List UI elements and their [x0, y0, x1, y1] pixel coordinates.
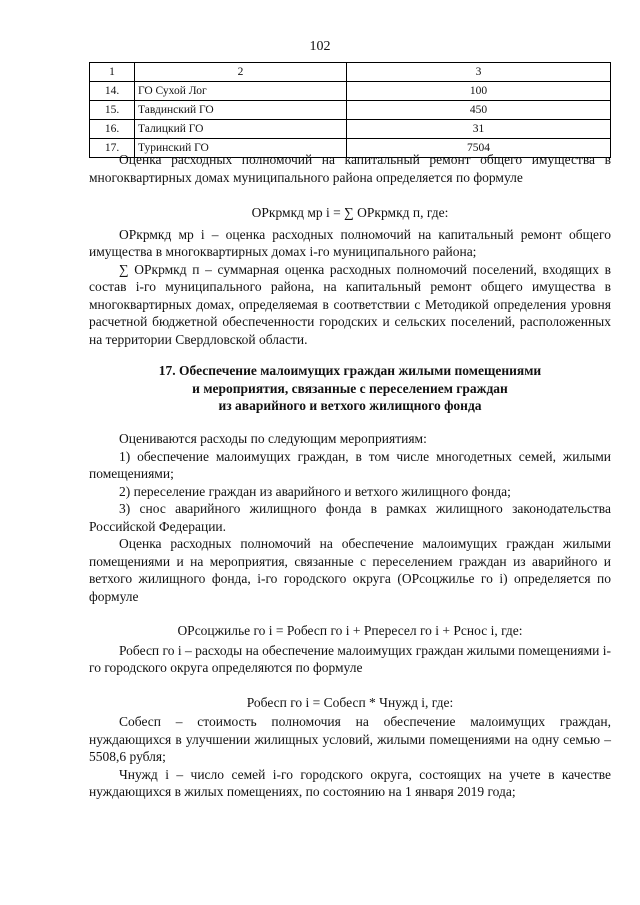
- row-value: 450: [347, 101, 611, 120]
- table-row: [90, 82, 611, 101]
- municipality-name: Тавдинский ГО: [135, 101, 347, 120]
- formula: ОРсоцжилье го i = Робесп го i + Рпересел го i + Рснос i, где:: [177, 623, 523, 638]
- row-value: 7504: [347, 139, 611, 158]
- formula: Робесп го i = Собесп * Чнужд i, где:: [246, 694, 454, 710]
- paragraph: Чнужд i – число семей i-го городского округа, состоящих на учете в качестве нуждающихся в жилых помещениях, по состоянию на 1 января 2019 года;: [89, 766, 611, 799]
- table-header-cell: 3: [347, 63, 611, 82]
- data-table: [89, 62, 611, 158]
- section-title-line: и мероприятия, связанные с переселением граждан: [192, 380, 508, 396]
- text-block-housing: [89, 430, 611, 801]
- paragraph: Оценка расходных полномочий на обеспечение малоимущих граждан жилыми помещениями и на мероприятия, связанные с переселением граждан из аварийного и ветхого жилищного фонда, i-го городского округа (ОРсоцжилье го i) определяется по формуле: [89, 536, 611, 604]
- page-number: 102: [309, 39, 331, 54]
- row-number: 15.: [90, 101, 135, 120]
- list-item: 2) переселение граждан из аварийного и ветхого жилищного фонда;: [119, 483, 511, 499]
- row-number: 14.: [90, 82, 135, 101]
- municipality-name: Туринский ГО: [135, 139, 347, 158]
- table-row: [90, 101, 611, 120]
- list-item: 1) обеспечение малоимущих граждан, в том числе многодетных семей, жилыми помещениями;: [89, 448, 611, 481]
- section-heading: [89, 362, 611, 415]
- formula: ОРкрмкд мр i = ∑ ОРкрмкд п, где:: [251, 205, 449, 220]
- table-row: [90, 120, 611, 139]
- table-header-row: [90, 63, 611, 82]
- section-title-line: из аварийного и ветхого жилищного фонда: [218, 398, 482, 413]
- paragraph: ∑ ОРкрмкд п – суммарная оценка расходных полномочий поселений, входящих в состав i-го муниципального района, на капитальный ремонт общего имущества в многоквартирных домах, определяемая в соответствии с Методикой определения уровня расчетной бюджетной обеспеченности городских и сельских поселений, расположенных на территории Свердловской области.: [89, 261, 611, 347]
- row-number: 16.: [90, 120, 135, 139]
- municipality-name: ГО Сухой Лог: [135, 82, 347, 101]
- paragraph: Оцениваются расходы по следующим мероприятиям:: [119, 431, 427, 446]
- row-number: 17.: [90, 139, 135, 158]
- table-header-cell: 1: [90, 63, 135, 82]
- list-item: 3) снос аварийного жилищного фонда в рамках жилищного законодательства Российской Федерации.: [89, 501, 611, 534]
- row-value: 100: [347, 82, 611, 101]
- text-block-capital-repair: [89, 151, 611, 348]
- paragraph: Робесп го i – расходы на обеспечение малоимущих граждан жилыми помещениями i-го городского округа определяются по формуле: [89, 642, 611, 675]
- row-value: 31: [347, 120, 611, 139]
- paragraph: Оценка расходных полномочий на капитальный ремонт общего имущества в многоквартирных домах муниципального района определяется по формуле: [89, 152, 611, 185]
- municipality-name: Талицкий ГО: [135, 120, 347, 139]
- paragraph: ОРкрмкд мр i – оценка расходных полномочий на капитальный ремонт общего имущества в многоквартирных домах i-го муниципального района;: [89, 226, 611, 259]
- section-title-line: 17. Обеспечение малоимущих граждан жилыми помещениями: [158, 363, 542, 378]
- table-header-cell: 2: [135, 63, 347, 82]
- paragraph: Собесп – стоимость полномочия на обеспечение малоимущих граждан, нуждающихся в улучшении жилищных условий, жилыми помещениями на одну семью – 5508,6 рубля;: [89, 714, 611, 764]
